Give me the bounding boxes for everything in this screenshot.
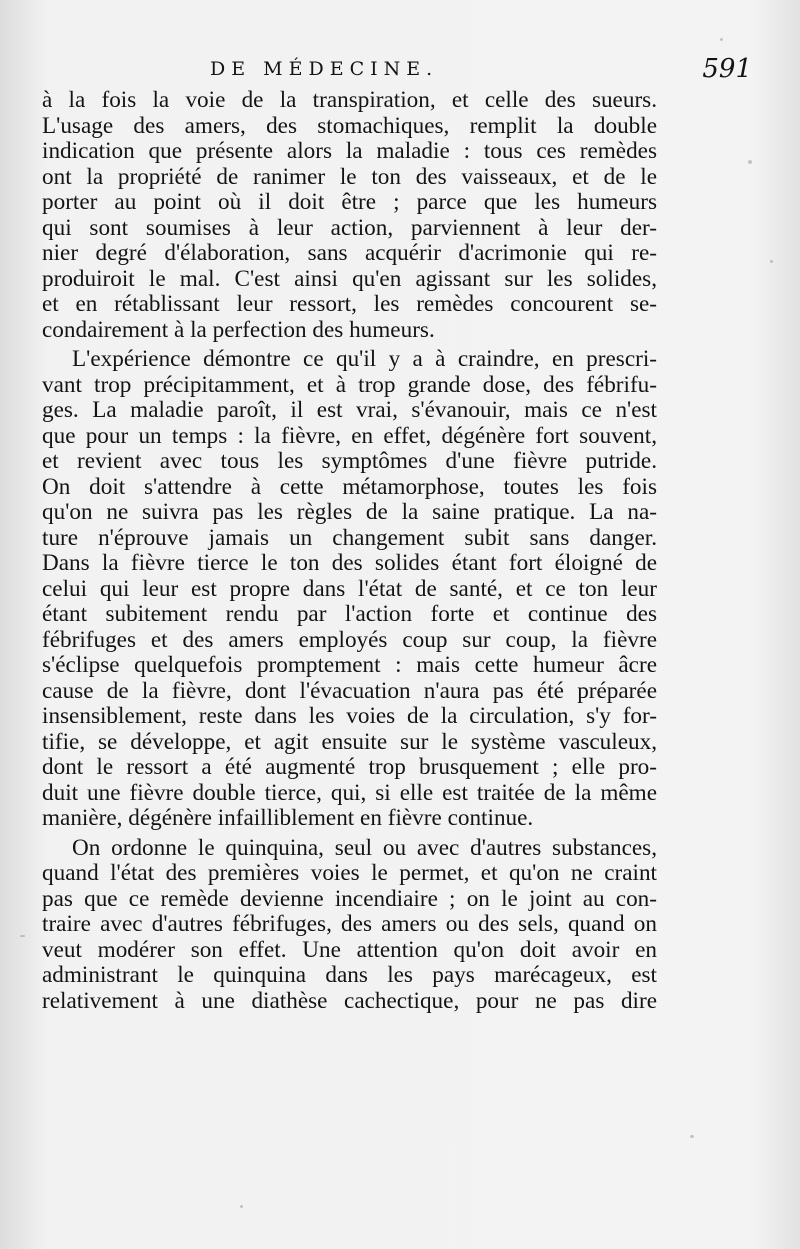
- text-line: traire avec d'autres fébrifuges, des amers ou des sels, quand on: [42, 911, 657, 937]
- body-text: [42, 88, 657, 1014]
- scan-speck: [748, 160, 752, 164]
- text-line: nier degré d'élaboration, sans acquérir d'acrimonie qui re-: [42, 240, 657, 266]
- text-line: veut modérer son effet. Une attention qu'on doit avoir en: [42, 936, 657, 963]
- scan-speck: [690, 1135, 694, 1138]
- text-line: ture n'éprouve jamais un changement subit sans danger.: [42, 524, 657, 551]
- text-line: manière, dégénère infailliblement en fièvre continue.: [42, 805, 534, 831]
- text-line: tifie, se développe, et agit ensuite sur le système vasculeux,: [42, 728, 657, 755]
- page-number: 591: [702, 54, 752, 84]
- text-line: duit une fièvre double tierce, qui, si elle est traitée de la même: [42, 779, 657, 806]
- scan-speck: [20, 935, 25, 937]
- text-line: qui sont soumises à leur action, parviennent à leur der-: [42, 214, 657, 241]
- text-line: produiroit le mal. C'est ainsi qu'en agissant sur les solides,: [42, 265, 657, 292]
- text-line: Dans la fièvre tierce le ton des solides étant fort éloigné de: [42, 550, 657, 576]
- text-line: quand l'état des premières voies le permet, et qu'on ne craint: [42, 860, 657, 886]
- text-line: fébrifuges et des amers employés coup sur coup, la fièvre: [42, 626, 657, 653]
- text-line: L'expérience démontre ce qu'il y a à craindre, en prescri-: [72, 346, 657, 372]
- text-line: indication que présente alors la maladie : tous ces remèdes: [42, 138, 657, 164]
- text-line: insensiblement, reste dans les voies de la circulation, s'y for-: [42, 703, 657, 729]
- text-line: ont la propriété de ranimer le ton des vaisseaux, et de le: [42, 163, 657, 190]
- text-line: pas que ce remède devienne incendiaire ; on le joint au con-: [42, 885, 657, 912]
- text-line: cause de la fièvre, dont l'évacuation n'aura pas été préparée: [42, 677, 657, 704]
- text-line: que pour un temps : la fièvre, en effet, dégénère fort souvent,: [42, 422, 657, 449]
- scan-speck: [770, 260, 773, 263]
- text-line: On doit s'attendre à cette métamorphose, toutes les fois: [42, 473, 657, 500]
- paragraph-1: [42, 88, 657, 343]
- text-line: On ordonne le quinquina, seul ou avec d'autres substances,: [72, 834, 657, 861]
- text-line: s'éclipse quelquefois promptement : mais cette humeur âcre: [42, 652, 657, 678]
- running-title: DE MÉDECINE.: [210, 58, 439, 80]
- text-line: administrant le quinquina dans les pays marécageux, est: [42, 962, 657, 988]
- scan-speck: [720, 38, 723, 41]
- text-line: relativement à une diathèse cachectique, pour ne pas dire: [42, 987, 657, 1014]
- text-line: celui qui leur est propre dans l'état de santé, et ce ton leur: [42, 575, 657, 602]
- text-line: porter au point où il doit être ; parce que les humeurs: [42, 189, 657, 215]
- scan-speck: [240, 1205, 243, 1208]
- text-line: condairement à la perfection des humeurs.: [42, 316, 435, 343]
- paragraph-2: [42, 347, 657, 832]
- text-line: vant trop précipitamment, et à trop grande dose, des fébrifu-: [42, 371, 657, 398]
- text-line: et revient avec tous les symptômes d'une fièvre putride.: [42, 448, 657, 474]
- text-line: L'usage des amers, des stomachiques, remplit la double: [42, 112, 657, 139]
- paragraph-3: [42, 836, 657, 1015]
- text-line: à la fois la voie de la transpiration, et celle des sueurs.: [42, 87, 657, 113]
- text-line: ges. La maladie paroît, il est vrai, s'évanouir, mais ce n'est: [42, 397, 657, 423]
- text-line: qu'on ne suivra pas les règles de la saine pratique. La na-: [42, 499, 657, 525]
- text-line: et en rétablissant leur ressort, les remèdes concourent se-: [42, 291, 657, 317]
- text-line: étant subitement rendu par l'action forte et continue des: [42, 601, 657, 627]
- text-line: dont le ressort a été augmenté trop brusquement ; elle pro-: [42, 754, 657, 780]
